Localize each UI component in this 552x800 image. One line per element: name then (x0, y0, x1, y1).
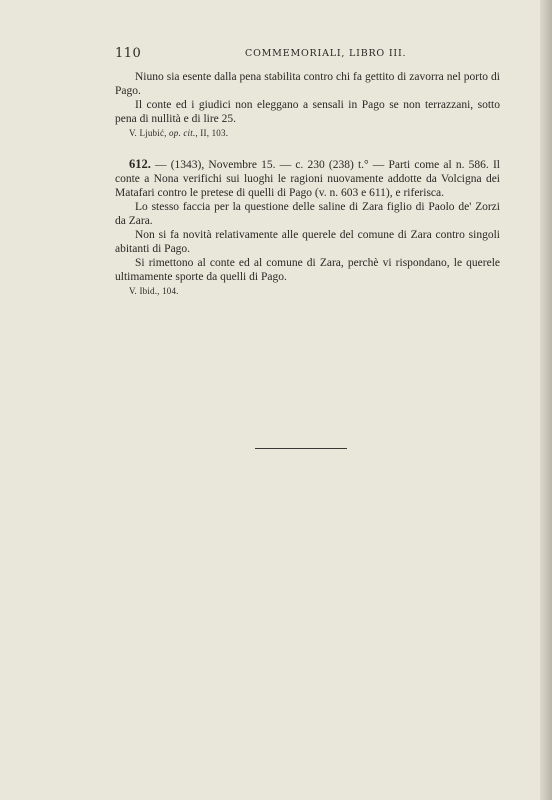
entry-paragraph-1: Lo stesso faccia per la questione delle saline di Zara figlio di Paolo de' Zorzi da Zara. (115, 201, 500, 227)
entry-heading (115, 157, 500, 200)
reference-suffix: II, 103. (197, 128, 229, 138)
page-number: 110 (115, 46, 142, 61)
reference-prefix: V. Ljubić, (129, 128, 170, 138)
page-body (115, 70, 500, 298)
entry-spacer (115, 140, 500, 157)
page-header (115, 46, 500, 62)
entry-paragraph-2: Non si fa novità relativamente alle querele del comune di Zara contro singoli abitanti di Pago. (115, 229, 500, 255)
continuation-paragraph-2: Il conte ed i giudici non eleggano a sensali in Pago se non terrazzani, sotto pena di nullità e di lire 25. (115, 99, 500, 125)
page-edge-shadow (540, 0, 552, 800)
entry-heading-text: — (1343), Novembre 15. — c. 230 (238) t.° — Parti come al n. 586. Il conte a Nona verifichi sui luoghi le ragioni nuovamente addotte da Volcigna dei Matafari contro le pretese di quelli di Pago (v. n. 603 e 611), e riferisca. (115, 159, 500, 199)
section-rule (255, 448, 347, 449)
entry-paragraph-3: Si rimettono al conte ed al comune di Zara, perchè vi rispondano, le querele ultimamente sporte da quelli di Pago. (115, 257, 500, 283)
continuation-reference (115, 127, 500, 140)
running-head: COMMEMORIALI, LIBRO III. (245, 48, 407, 59)
reference-italic: op. cit., (169, 128, 198, 138)
entry-reference: V. Ibid., 104. (129, 286, 179, 296)
entry-number: 612. (129, 157, 151, 171)
continuation-paragraph-1: Niuno sia esente dalla pena stabilita contro chi fa gettito di zavorra nel porto di Pago. (115, 71, 500, 97)
